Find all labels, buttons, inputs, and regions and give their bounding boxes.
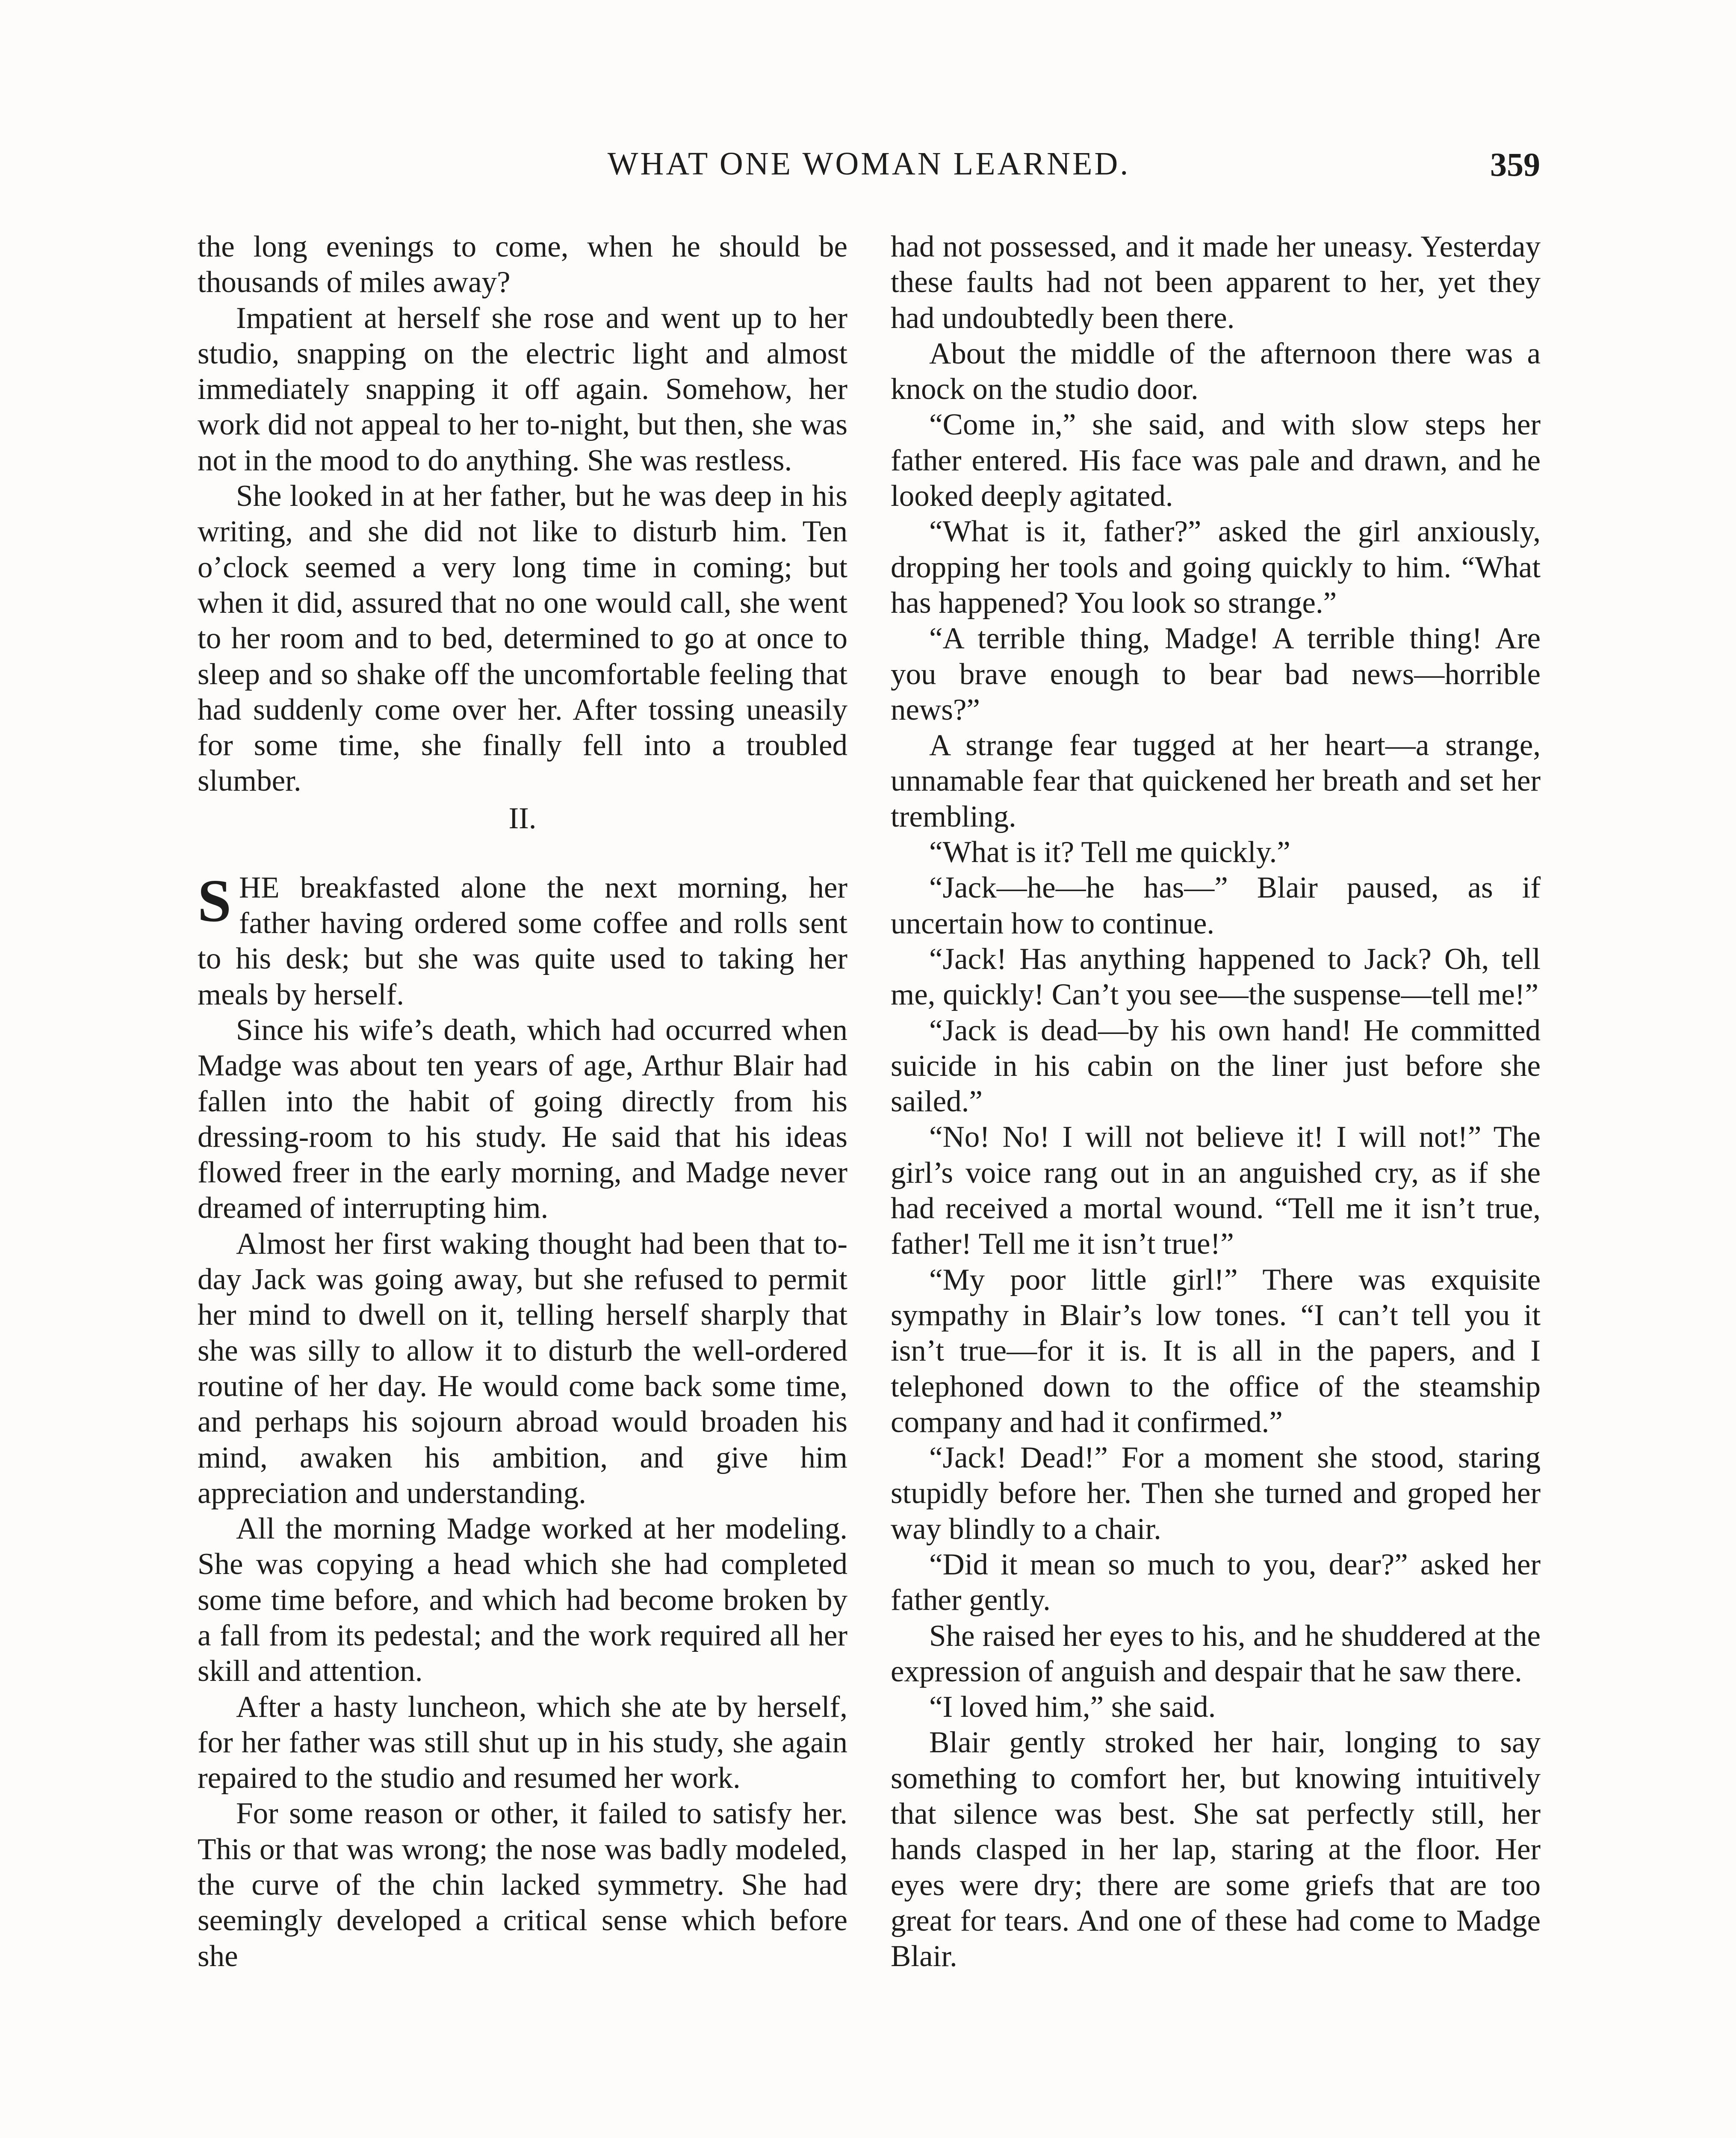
paragraph: “Come in,” she said, and with slow steps her father entered. His face was pale and drawn, and he looked deeply agitated. <box>891 408 1541 513</box>
page-header <box>198 145 1540 192</box>
paragraph: “Jack! Has anything happened to Jack? Oh, tell me, quickly! Can’t you see—the suspense—tell me!” <box>891 942 1541 1012</box>
right-column <box>891 229 1541 1975</box>
paragraph: “No! No! I will not believe it! I will not!” The girl’s voice rang out in an anguished cry, as if she had received a mortal wound. “Tell me it isn’t true, father! Tell me it isn’t true!” <box>891 1120 1541 1261</box>
paragraph: “What is it, father?” asked the girl anxiously, dropping her tools and going quickly to him. “What has happened? You look so strange.” <box>891 515 1541 620</box>
paragraph: “My poor little girl!” There was exquisite sympathy in Blair’s low tones. “I can’t tell you it isn’t true—for it is. It is all in the papers, and I telephoned down to the office of the steamship company and had it confirmed.” <box>891 1263 1541 1439</box>
paragraph: “A terrible thing, Madge! A terrible thing! Are you brave enough to bear bad news—horrible news?” <box>891 622 1541 726</box>
paragraph: the long evenings to come, when he should be thousands of miles away? <box>198 230 847 299</box>
paragraph-text: HE breakfasted alone the next morning, her father having ordered some coffee and rolls sent to his desk; but she was quite used to taking her meals by herself. <box>198 871 847 1011</box>
paragraph: Impatient at herself she rose and went up to her studio, snapping on the electric light and almost immediately snapping it off again. Somehow, her work did not appeal to her to-night, but then, she was not in the mood to do anything. She was restless. <box>198 301 847 477</box>
paragraph: “Jack—he—he has—” Blair paused, as if uncertain how to continue. <box>891 871 1541 940</box>
paragraph: “What is it? Tell me quickly.” <box>929 836 1290 869</box>
page-number: 359 <box>1490 146 1540 183</box>
paragraph: For some reason or other, it failed to satisfy her. This or that was wrong; the nose was badly modeled, the curve of the chin lacked symmetry. She had seemingly developed a critical sense which before she <box>198 1797 847 1973</box>
section-heading: II. <box>508 801 537 835</box>
paragraph: A strange fear tugged at her heart—a strange, unnamable fear that quickened her breath and set her trembling. <box>891 729 1541 833</box>
paragraph: After a hasty luncheon, which she ate by herself, for her father was still shut up in his study, she again repaired to the studio and resumed her work. <box>198 1690 847 1795</box>
dropcap-paragraph <box>198 866 847 1013</box>
paragraph: “Did it mean so much to you, dear?” asked her father gently. <box>891 1547 1541 1617</box>
paragraph: She raised her eyes to his, and he shuddered at the expression of anguish and despair that he saw there. <box>891 1619 1541 1688</box>
paragraph: “Jack! Dead!” For a moment she stood, staring stupidly before her. Then she turned and groped her way blindly to a chair. <box>891 1441 1541 1546</box>
running-title: WHAT ONE WOMAN LEARNED. <box>607 146 1131 182</box>
paragraph: “Jack is dead—by his own hand! He committed suicide in his cabin on the liner just before she sailed.” <box>891 1013 1541 1119</box>
paragraph: “I loved him,” she said. <box>929 1690 1216 1724</box>
paragraph: had not possessed, and it made her uneasy. Yesterday these faults had not been apparent to her, yet they had undoubtedly been there. <box>891 230 1541 335</box>
paragraph: Since his wife’s death, which had occurred when Madge was about ten years of age, Arthur Blair had fallen into the habit of going directly from his dressing-room to his study. He said that his ideas flowed freer in the early morning, and Madge never dreamed of interrupting him. <box>198 1013 847 1225</box>
paragraph: All the morning Madge worked at her modeling. She was copying a head which she had completed some time before, and which had become broken by a fall from its pedestal; and the work required all her skill and attention. <box>198 1512 847 1688</box>
drop-cap: S <box>198 866 231 934</box>
paragraph: Almost her first waking thought had been that to-day Jack was going away, but she refused to permit her mind to dwell on it, telling herself sharply that she was silly to allow it to disturb the well-ordered routine of her day. He would come back some time, and perhaps his sojourn abroad would broaden his mind, awaken his ambition, and give him appreciation and understanding. <box>198 1227 847 1510</box>
paragraph: She looked in at her father, but he was deep in his writing, and she did not like to disturb him. Ten o’clock seemed a very long time in coming; but when it did, assured that no one would call, she went to her room and to bed, determined to go at once to sleep and so shake off the uncomfortable feeling that had suddenly come over her. After tossing uneasily for some time, she finally fell into a troubled slumber. <box>198 479 847 798</box>
left-column <box>198 229 847 1974</box>
paragraph: Blair gently stroked her hair, longing to say something to comfort her, but knowing intuitively that silence was best. She sat perfectly still, her hands clasped in her lap, staring at the floor. Her eyes were dry; there are some griefs that are too great for tears. And one of these had come to Madge Blair. <box>891 1726 1541 1973</box>
paragraph: About the middle of the afternoon there was a knock on the studio door. <box>891 337 1541 406</box>
